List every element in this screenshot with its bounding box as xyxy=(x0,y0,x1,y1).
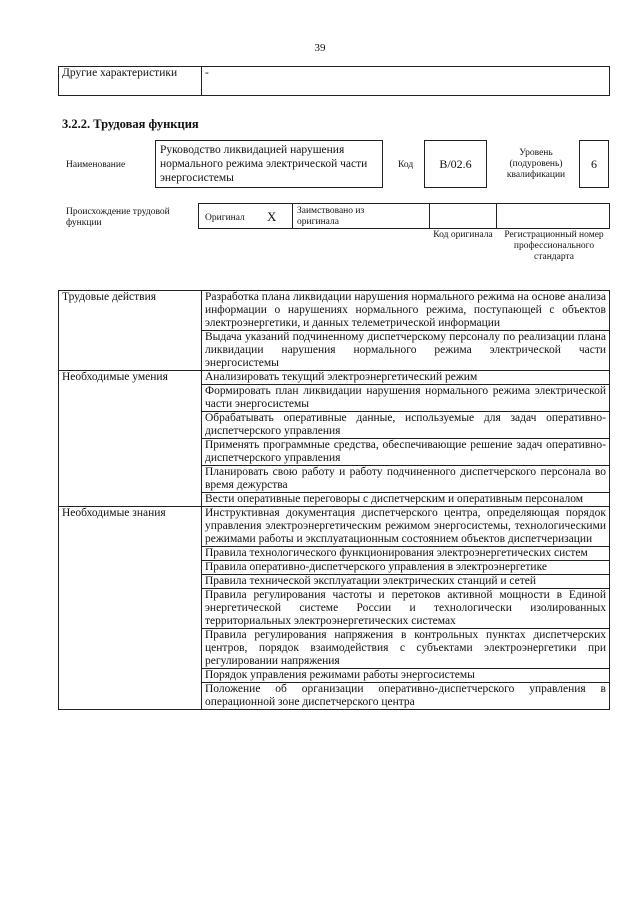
table-cell: Обрабатывать оперативные данные, используемые для задач оперативно-диспетчерского управления xyxy=(202,412,610,439)
qualification-level: 6 xyxy=(579,140,609,188)
section-header: Необходимые знания xyxy=(59,507,202,710)
other-characteristics-value: - xyxy=(202,67,610,96)
table-cell: Планировать свою работу и работу подчиненного диспетчерского персонала во время дежурства xyxy=(202,466,610,493)
function-name: Руководство ликвидацией нарушения нормального режима электрической части энергосистемы xyxy=(155,140,383,188)
table-cell: Правила технической эксплуатации электрических станций и сетей xyxy=(202,575,610,589)
table-cell: Применять программные средства, обеспечивающие решение задач оперативно-диспетчерского управления xyxy=(202,439,610,466)
level-label: Уровень (подуровень) квалификации xyxy=(506,148,566,180)
table-cell: Анализировать текущий электроэнергетический режим xyxy=(202,371,610,385)
section-header: Трудовые действия xyxy=(59,291,202,371)
table-row xyxy=(59,507,610,547)
table-cell: Правила технологического функционирования электроэнергетических систем xyxy=(202,547,610,561)
other-characteristics-table xyxy=(58,66,610,96)
table-cell: Правила регулирования напряжения в контрольных пунктах диспетчерских центров, порядок взаимодействия с субъектами электроэнергетики при регулировании напряжения xyxy=(202,629,610,669)
table-cell: Порядок управления режимами работы энергосистемы xyxy=(202,669,610,683)
divider xyxy=(292,203,293,229)
table-row xyxy=(59,291,610,331)
section-title: 3.2.2. Трудовая функция xyxy=(62,117,199,131)
table-cell: Разработка плана ликвидации нарушения нормального режима на основе анализа информации о нарушениях нормального режима, поступающей с объектов электроэнергетики, и данных телеметрической информации xyxy=(202,291,610,331)
code-caption: Код оригинала xyxy=(433,230,493,240)
original-label: Оригинал xyxy=(205,213,245,223)
main-table xyxy=(58,290,610,710)
table-cell: Правила регулирования частоты и перетоков активной мощности в Единой энергетической системе России и технологически изолированных территориальных электроэнергетических системах xyxy=(202,589,610,629)
page-number: 39 xyxy=(314,42,326,54)
table-cell: Правила оперативно-диспетчерского управления в электроэнергетике xyxy=(202,561,610,575)
origin-box xyxy=(198,203,610,229)
origin-label: Происхождение трудовой функции xyxy=(66,207,170,228)
borrowed-label: Заимствовано из оригинала xyxy=(297,206,365,227)
table-cell: Вести оперативные переговоры с диспетчерским и оперативным персоналом xyxy=(202,493,610,507)
table-row xyxy=(59,371,610,385)
other-characteristics-label: Другие характеристики xyxy=(59,67,202,96)
reg-caption: Регистрационный номер профессионального стандарта xyxy=(504,230,604,262)
code-label: Код xyxy=(398,160,414,170)
divider xyxy=(429,203,430,229)
table-cell: Формировать план ликвидации нарушения нормального режима электрической части энергосистемы xyxy=(202,385,610,412)
original-mark: X xyxy=(267,209,277,224)
name-label: Наименование xyxy=(66,160,126,170)
section-header: Необходимые умения xyxy=(59,371,202,507)
table-cell: Положение об организации оперативно-диспетчерского управления в операционной зоне диспетчерского центра xyxy=(202,683,610,710)
table-cell: Выдача указаний подчиненному диспетчерскому персоналу по реализации плана ликвидации нарушения нормального режима электрической части энергосистемы xyxy=(202,331,610,371)
table-cell: Инструктивная документация диспетчерского центра, определяющая порядок управления электроэнергетическим режимом энергосистемы, технологическими режимами работы и эксплуатационным состоянием объектов диспетчеризации xyxy=(202,507,610,547)
divider xyxy=(496,203,497,229)
function-code: B/02.6 xyxy=(424,140,487,188)
